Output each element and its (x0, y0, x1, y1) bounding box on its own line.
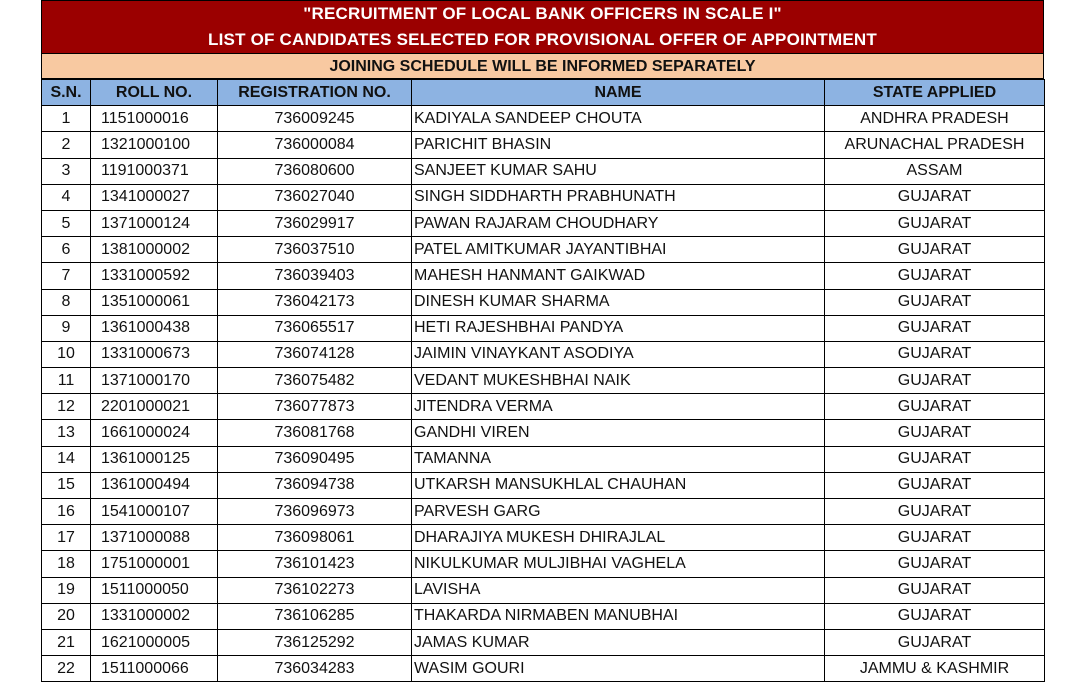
cell-sn: 13 (42, 420, 91, 446)
cell-roll-no: 1621000005 (91, 629, 218, 655)
cell-name: UTKARSH MANSUKHLAL CHAUHAN (412, 472, 825, 498)
cell-name: THAKARDA NIRMABEN MANUBHAI (412, 603, 825, 629)
cell-sn: 14 (42, 446, 91, 472)
table-row (42, 472, 1045, 498)
cell-sn: 15 (42, 472, 91, 498)
column-header-name: NAME (412, 80, 825, 106)
candidates-table (41, 79, 1045, 682)
title-block (41, 0, 1044, 53)
table-row (42, 656, 1045, 682)
cell-registration-no: 736039403 (218, 263, 412, 289)
table-body (42, 106, 1045, 682)
cell-state-applied: GUJARAT (825, 263, 1045, 289)
cell-name: PARVESH GARG (412, 499, 825, 525)
cell-sn: 22 (42, 656, 91, 682)
table-row (42, 158, 1045, 184)
cell-state-applied: GUJARAT (825, 525, 1045, 551)
cell-name: DHARAJIYA MUKESH DHIRAJLAL (412, 525, 825, 551)
cell-name: TAMANNA (412, 446, 825, 472)
joining-notice: JOINING SCHEDULE WILL BE INFORMED SEPARATELY (41, 53, 1044, 79)
cell-sn: 7 (42, 263, 91, 289)
cell-name: PARICHIT BHASIN (412, 132, 825, 158)
cell-state-applied: JAMMU & KASHMIR (825, 656, 1045, 682)
cell-state-applied: ARUNACHAL PRADESH (825, 132, 1045, 158)
table-row (42, 525, 1045, 551)
cell-sn: 4 (42, 184, 91, 210)
cell-name: WASIM GOURI (412, 656, 825, 682)
cell-roll-no: 1751000001 (91, 551, 218, 577)
table-row (42, 629, 1045, 655)
cell-sn: 19 (42, 577, 91, 603)
cell-state-applied: ANDHRA PRADESH (825, 106, 1045, 132)
table-row (42, 368, 1045, 394)
cell-registration-no: 736106285 (218, 603, 412, 629)
cell-name: SINGH SIDDHARTH PRABHUNATH (412, 184, 825, 210)
cell-roll-no: 1321000100 (91, 132, 218, 158)
table-row (42, 106, 1045, 132)
cell-sn: 10 (42, 341, 91, 367)
cell-registration-no: 736096973 (218, 499, 412, 525)
cell-name: KADIYALA SANDEEP CHOUTA (412, 106, 825, 132)
table-row (42, 184, 1045, 210)
column-header-roll-no: ROLL NO. (91, 80, 218, 106)
table-row (42, 394, 1045, 420)
cell-state-applied: GUJARAT (825, 237, 1045, 263)
table-row (42, 551, 1045, 577)
table-row (42, 132, 1045, 158)
table-row (42, 577, 1045, 603)
cell-name: JAMAS KUMAR (412, 629, 825, 655)
cell-roll-no: 1541000107 (91, 499, 218, 525)
cell-state-applied: GUJARAT (825, 603, 1045, 629)
cell-name: GANDHI VIREN (412, 420, 825, 446)
cell-roll-no: 1331000592 (91, 263, 218, 289)
cell-registration-no: 736090495 (218, 446, 412, 472)
cell-state-applied: ASSAM (825, 158, 1045, 184)
cell-roll-no: 1361000125 (91, 446, 218, 472)
cell-state-applied: GUJARAT (825, 551, 1045, 577)
cell-registration-no: 736080600 (218, 158, 412, 184)
table-row (42, 210, 1045, 236)
cell-registration-no: 736027040 (218, 184, 412, 210)
table-header-row (42, 80, 1045, 106)
cell-sn: 8 (42, 289, 91, 315)
cell-sn: 16 (42, 499, 91, 525)
cell-state-applied: GUJARAT (825, 394, 1045, 420)
cell-name: DINESH KUMAR SHARMA (412, 289, 825, 315)
cell-roll-no: 2201000021 (91, 394, 218, 420)
cell-roll-no: 1331000673 (91, 341, 218, 367)
cell-sn: 5 (42, 210, 91, 236)
cell-name: JAIMIN VINAYKANT ASODIYA (412, 341, 825, 367)
cell-sn: 17 (42, 525, 91, 551)
cell-state-applied: GUJARAT (825, 368, 1045, 394)
cell-roll-no: 1361000438 (91, 315, 218, 341)
cell-roll-no: 1371000170 (91, 368, 218, 394)
cell-name: NIKULKUMAR MULJIBHAI VAGHELA (412, 551, 825, 577)
cell-state-applied: GUJARAT (825, 577, 1045, 603)
cell-registration-no: 736065517 (218, 315, 412, 341)
table-row (42, 289, 1045, 315)
title-line-2: LIST OF CANDIDATES SELECTED FOR PROVISIONAL OFFER OF APPOINTMENT (208, 30, 877, 49)
cell-roll-no: 1371000088 (91, 525, 218, 551)
table-row (42, 237, 1045, 263)
cell-state-applied: GUJARAT (825, 210, 1045, 236)
cell-sn: 1 (42, 106, 91, 132)
cell-name: JITENDRA VERMA (412, 394, 825, 420)
cell-registration-no: 736074128 (218, 341, 412, 367)
cell-registration-no: 736034283 (218, 656, 412, 682)
cell-sn: 11 (42, 368, 91, 394)
table-row (42, 420, 1045, 446)
cell-sn: 3 (42, 158, 91, 184)
cell-registration-no: 736081768 (218, 420, 412, 446)
cell-name: LAVISHA (412, 577, 825, 603)
title-line-1: "RECRUITMENT OF LOCAL BANK OFFICERS IN SCALE I" (303, 4, 782, 23)
cell-name: PAWAN RAJARAM CHOUDHARY (412, 210, 825, 236)
cell-registration-no: 736037510 (218, 237, 412, 263)
column-header-registration-no: REGISTRATION NO. (218, 80, 412, 106)
cell-name: SANJEET KUMAR SAHU (412, 158, 825, 184)
cell-registration-no: 736098061 (218, 525, 412, 551)
table-row (42, 263, 1045, 289)
cell-state-applied: GUJARAT (825, 446, 1045, 472)
column-header-sn: S.N. (42, 80, 91, 106)
cell-registration-no: 736000084 (218, 132, 412, 158)
cell-roll-no: 1511000050 (91, 577, 218, 603)
cell-state-applied: GUJARAT (825, 289, 1045, 315)
cell-name: MAHESH HANMANT GAIKWAD (412, 263, 825, 289)
cell-roll-no: 1381000002 (91, 237, 218, 263)
cell-registration-no: 736102273 (218, 577, 412, 603)
cell-state-applied: GUJARAT (825, 499, 1045, 525)
table-row (42, 315, 1045, 341)
table-row (42, 603, 1045, 629)
cell-roll-no: 1661000024 (91, 420, 218, 446)
selection-list-sheet (41, 0, 1044, 682)
cell-roll-no: 1351000061 (91, 289, 218, 315)
cell-roll-no: 1511000066 (91, 656, 218, 682)
cell-roll-no: 1341000027 (91, 184, 218, 210)
cell-state-applied: GUJARAT (825, 341, 1045, 367)
cell-sn: 2 (42, 132, 91, 158)
cell-sn: 20 (42, 603, 91, 629)
cell-registration-no: 736125292 (218, 629, 412, 655)
cell-name: PATEL AMITKUMAR JAYANTIBHAI (412, 237, 825, 263)
cell-name: VEDANT MUKESHBHAI NAIK (412, 368, 825, 394)
cell-sn: 6 (42, 237, 91, 263)
cell-roll-no: 1191000371 (91, 158, 218, 184)
table-row (42, 341, 1045, 367)
column-header-state-applied: STATE APPLIED (825, 80, 1045, 106)
table-row (42, 499, 1045, 525)
cell-state-applied: GUJARAT (825, 184, 1045, 210)
cell-sn: 21 (42, 629, 91, 655)
cell-registration-no: 736042173 (218, 289, 412, 315)
cell-roll-no: 1151000016 (91, 106, 218, 132)
cell-state-applied: GUJARAT (825, 629, 1045, 655)
cell-sn: 9 (42, 315, 91, 341)
cell-roll-no: 1371000124 (91, 210, 218, 236)
table-row (42, 446, 1045, 472)
cell-sn: 18 (42, 551, 91, 577)
cell-registration-no: 736101423 (218, 551, 412, 577)
cell-registration-no: 736077873 (218, 394, 412, 420)
cell-registration-no: 736029917 (218, 210, 412, 236)
cell-registration-no: 736009245 (218, 106, 412, 132)
cell-state-applied: GUJARAT (825, 420, 1045, 446)
cell-state-applied: GUJARAT (825, 315, 1045, 341)
cell-name: HETI RAJESHBHAI PANDYA (412, 315, 825, 341)
cell-roll-no: 1331000002 (91, 603, 218, 629)
cell-registration-no: 736094738 (218, 472, 412, 498)
cell-registration-no: 736075482 (218, 368, 412, 394)
cell-state-applied: GUJARAT (825, 472, 1045, 498)
cell-sn: 12 (42, 394, 91, 420)
cell-roll-no: 1361000494 (91, 472, 218, 498)
